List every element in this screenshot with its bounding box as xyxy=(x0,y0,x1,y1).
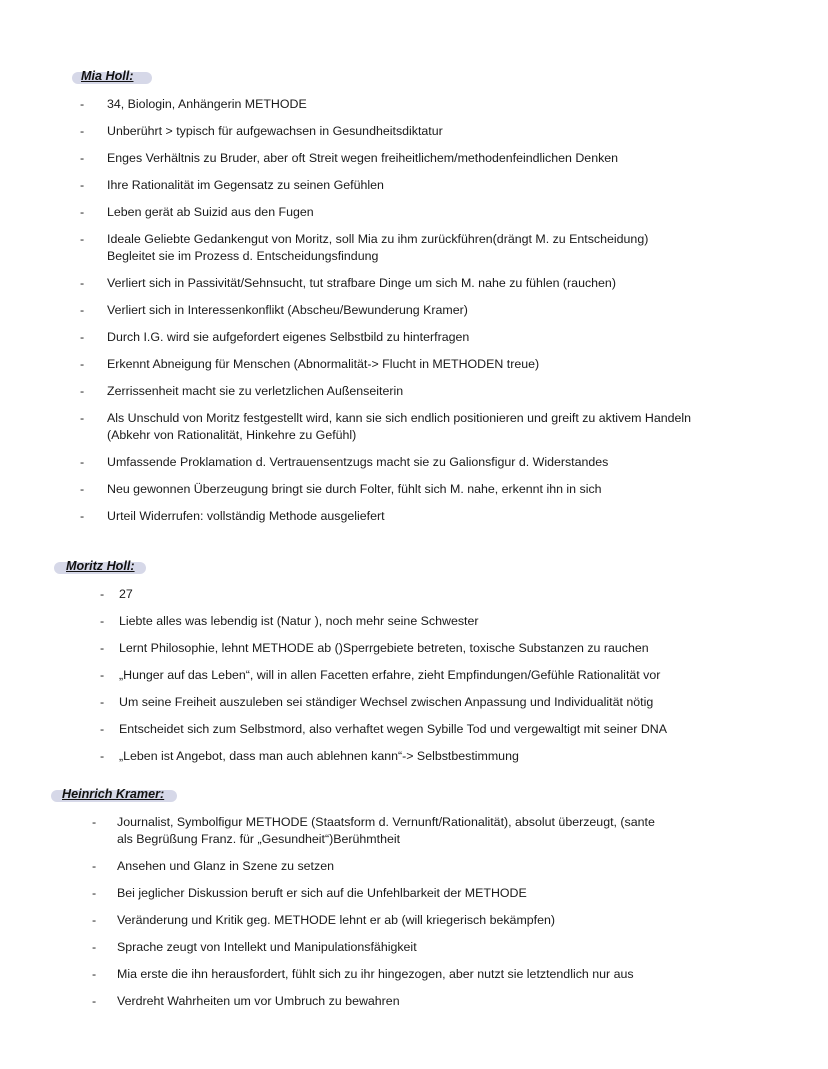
list-item-text: Ideale Geliebte Gedankengut von Moritz, soll Mia zu ihm zurückführen(drängt M. zu Entscheidung) xyxy=(107,232,649,246)
bullet-dash: - xyxy=(100,722,105,736)
bullet-dash: - xyxy=(80,205,85,219)
list-item-text: „Leben ist Angebot, dass man auch ablehnen kann“-> Selbstbestimmung xyxy=(119,749,519,763)
bullet-dash: - xyxy=(100,614,105,628)
list-item-text: Mia erste die ihn herausfordert, fühlt sich zu ihr hingezogen, aber nutzt sie letztendlich nur aus xyxy=(117,967,634,981)
bullet-dash: - xyxy=(80,509,85,523)
list-item-text: Sprache zeugt von Intellekt und Manipulationsfähigkeit xyxy=(117,940,417,954)
bullet-dash: - xyxy=(80,455,85,469)
bullet-dash: - xyxy=(92,994,97,1008)
list-item-text: Zerrissenheit macht sie zu verletzlichen Außenseiterin xyxy=(107,384,404,398)
list-item-text: Um seine Freiheit auszuleben sei ständiger Wechsel zwischen Anpassung und Individualität nötig xyxy=(119,695,654,709)
section-heading-moritz-holl xyxy=(54,559,146,575)
list-item-text: (Abkehr von Rationalität, Hinkehre zu Gefühl) xyxy=(107,428,357,442)
bullet-dash: - xyxy=(92,913,97,927)
list-item-text: Begleitet sie im Prozess d. Entscheidungsfindung xyxy=(107,249,379,263)
list-item-text: Umfassende Proklamation d. Vertrauensentzugs macht sie zu Galionsfigur d. Widerstandes xyxy=(107,455,609,469)
bullet-dash: - xyxy=(100,749,105,763)
list-item-text: Verliert sich in Passivität/Sehnsucht, tut strafbare Dinge um sich M. nahe zu fühlen (rauchen) xyxy=(107,276,616,290)
list-item-text: Bei jeglicher Diskussion beruft er sich auf die Unfehlbarkeit der METHODE xyxy=(117,886,527,900)
bullet-dash: - xyxy=(92,967,97,981)
heading-text: Moritz Holl: xyxy=(66,559,135,573)
list-item-text: Verliert sich in Interessenkonflikt (Abscheu/Bewunderung Kramer) xyxy=(107,303,468,317)
bullet-dash: - xyxy=(80,124,85,138)
bullet-dash: - xyxy=(80,330,85,344)
list-item-text: Lernt Philosophie, lehnt METHODE ab ()Sperrgebiete betreten, toxische Substanzen zu rauchen xyxy=(119,641,649,655)
bullet-dash: - xyxy=(92,886,97,900)
list-item-text: Als Unschuld von Moritz festgestellt wird, kann sie sich endlich positionieren und greift zu aktivem Handeln xyxy=(107,411,692,425)
bullet-dash: - xyxy=(100,641,105,655)
list-item-text: Veränderung und Kritik geg. METHODE lehnt er ab (will kriegerisch bekämpfen) xyxy=(117,913,556,927)
list-item-text: als Begrüßung Franz. für „Gesundheit“)Berühmtheit xyxy=(117,832,401,846)
list-item-text: Unberührt > typisch für aufgewachsen in Gesundheitsdiktatur xyxy=(107,124,443,138)
bullet-dash: - xyxy=(80,178,85,192)
bullet-dash: - xyxy=(100,695,105,709)
bullet-dash: - xyxy=(92,815,97,829)
section-heading-mia-holl xyxy=(72,69,152,85)
list-item-text: Neu gewonnen Überzeugung bringt sie durch Folter, fühlt sich M. nahe, erkennt ihn in sich xyxy=(107,482,602,496)
heading-text: Mia Holl: xyxy=(81,69,134,83)
bullet-dash: - xyxy=(80,232,85,246)
bullet-dash: - xyxy=(80,384,85,398)
bullet-dash: - xyxy=(80,482,85,496)
bullet-dash: - xyxy=(100,587,105,601)
list-item-text: Verdreht Wahrheiten um vor Umbruch zu bewahren xyxy=(117,994,400,1008)
bullet-dash: - xyxy=(100,668,105,682)
bullet-dash: - xyxy=(80,357,85,371)
list-item-text: Durch I.G. wird sie aufgefordert eigenes Selbstbild zu hinterfragen xyxy=(107,330,470,344)
bullet-dash: - xyxy=(80,303,85,317)
list-item-text: Entscheidet sich zum Selbstmord, also verhaftet wegen Sybille Tod und vergewaltigt mit seiner DNA xyxy=(119,722,667,736)
heading-text: Heinrich Kramer: xyxy=(62,787,165,801)
list-item-text: 34, Biologin, Anhängerin METHODE xyxy=(107,97,307,111)
bullet-dash: - xyxy=(80,151,85,165)
list-item-text: Liebte alles was lebendig ist (Natur ), noch mehr seine Schwester xyxy=(119,614,479,628)
bullet-dash: - xyxy=(80,411,85,425)
list-item-text: Ansehen und Glanz in Szene zu setzen xyxy=(117,859,334,873)
bullet-dash: - xyxy=(80,97,85,111)
bullet-dash: - xyxy=(92,859,97,873)
list-item-text: Erkennt Abneigung für Menschen (Abnormalität-> Flucht in METHODEN treue) xyxy=(107,357,540,371)
list-item-text: Journalist, Symbolfigur METHODE (Staatsform d. Vernunft/Rationalität), absolut überzeugt, (sante xyxy=(117,815,655,829)
bullet-dash: - xyxy=(80,276,85,290)
list-item-text: Ihre Rationalität im Gegensatz zu seinen Gefühlen xyxy=(107,178,384,192)
list-item-text: „Hunger auf das Leben“, will in allen Facetten erfahre, zieht Empfindungen/Gefühle Rationalität vor xyxy=(119,668,661,682)
list-item-text: Leben gerät ab Suizid aus den Fugen xyxy=(107,205,314,219)
list-item-text: Urteil Widerrufen: vollständig Methode ausgeliefert xyxy=(107,509,385,523)
list-item-text: Enges Verhältnis zu Bruder, aber oft Streit wegen freiheitlichem/methodenfeindlichen Denken xyxy=(107,151,619,165)
section-heading-heinrich-kramer xyxy=(51,787,177,803)
list-item-text: 27 xyxy=(119,587,133,601)
bullet-dash: - xyxy=(92,940,97,954)
